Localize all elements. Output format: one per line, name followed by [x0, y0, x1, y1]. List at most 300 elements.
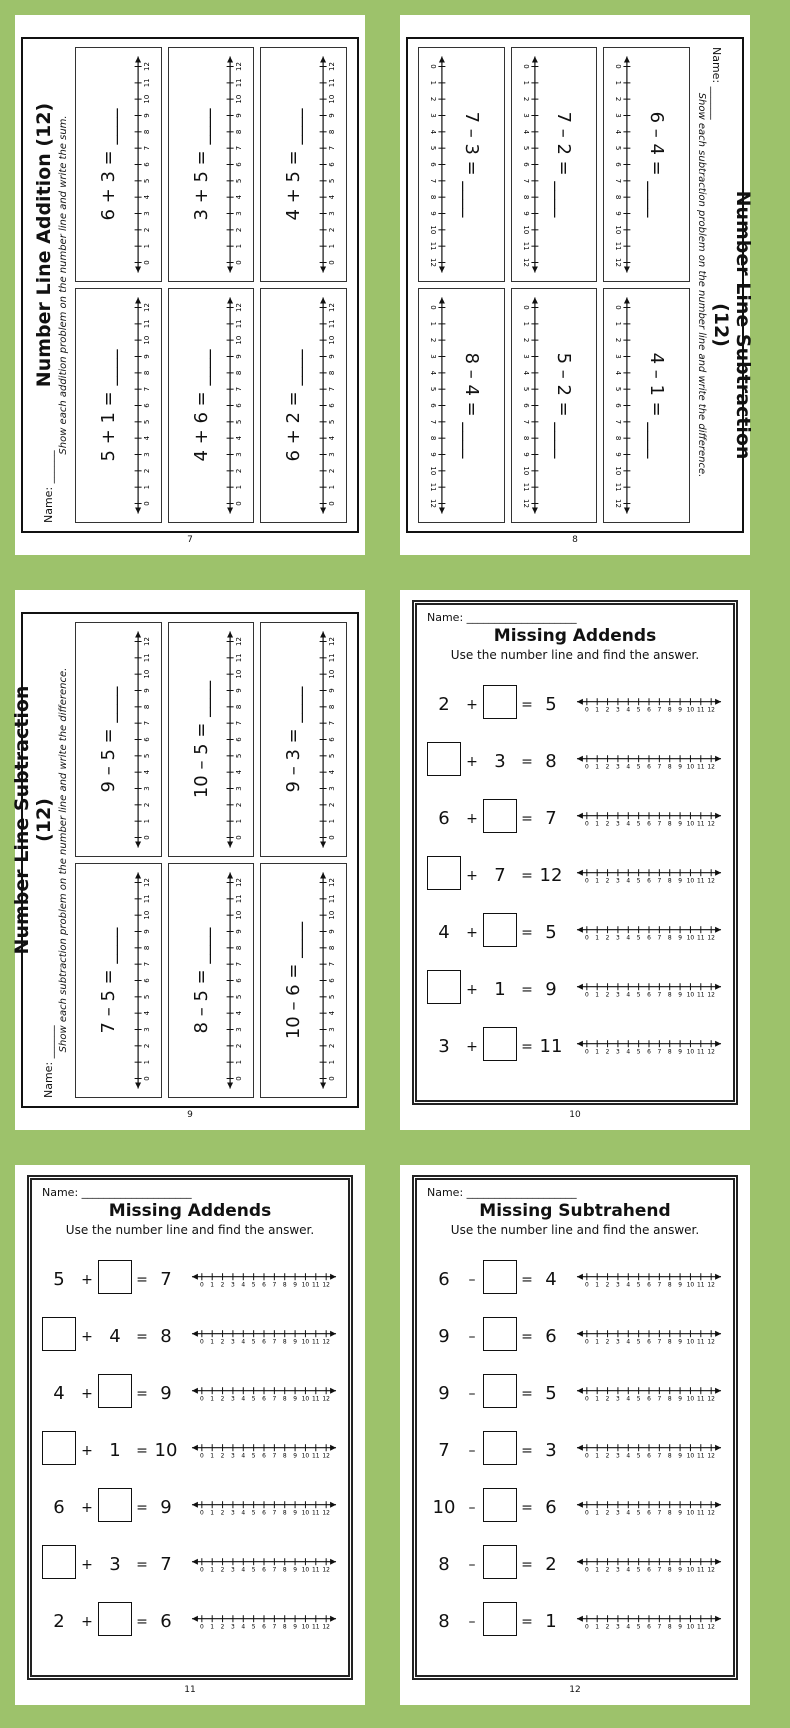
tick-label: 2	[605, 877, 610, 885]
problem-card	[603, 47, 690, 282]
answer-box[interactable]	[483, 1317, 517, 1351]
number-value: 4	[109, 1326, 121, 1347]
answer-box[interactable]	[98, 1374, 132, 1408]
problem-row	[427, 904, 723, 961]
problem-card	[260, 863, 347, 1098]
answer-box[interactable]	[483, 913, 517, 947]
tick-label: 0	[199, 1395, 204, 1403]
tick-label: 9	[678, 1566, 682, 1574]
tick-label: 7	[614, 178, 623, 184]
tick-label: 9	[235, 113, 244, 118]
tick-label: 11	[697, 1338, 705, 1346]
tick-label: 2	[605, 934, 610, 942]
worksheet-page-10	[400, 590, 750, 1130]
number-value: 1	[109, 1440, 121, 1461]
tick-label: 9	[293, 1452, 297, 1460]
worksheet-sheet	[27, 1175, 353, 1680]
problem-equation: 6 – 4 = ____	[646, 111, 667, 218]
answer-box[interactable]	[42, 1431, 76, 1465]
answer-box[interactable]	[427, 742, 461, 776]
arrow-head	[192, 1615, 198, 1621]
tick-label: 8	[667, 706, 672, 714]
tick-label: 2	[428, 96, 437, 102]
worksheet-page-9	[11, 590, 365, 1130]
tick-label: 5	[142, 994, 151, 1000]
tick-label: 3	[235, 786, 244, 791]
answer-box[interactable]	[483, 1545, 517, 1579]
tick-label: 1	[210, 1452, 215, 1460]
arrow-head	[192, 1273, 198, 1279]
tick-label: 11	[312, 1566, 320, 1574]
tick-label: 12	[521, 258, 530, 267]
arrow-head	[624, 57, 630, 63]
number-line	[575, 1497, 723, 1519]
tick-label: 2	[220, 1338, 225, 1346]
tick-label: 8	[667, 1452, 672, 1460]
arrow-head	[532, 298, 538, 304]
worksheet-page-12	[400, 1165, 750, 1705]
tick-label: 1	[595, 820, 600, 828]
answer-box[interactable]	[483, 1027, 517, 1061]
arrow-head	[624, 267, 630, 273]
tick-label: 2	[235, 1043, 244, 1049]
tick-label: 11	[697, 763, 705, 771]
tick-label: 7	[657, 1338, 662, 1346]
answer-box[interactable]	[98, 1602, 132, 1636]
equals-sign: =	[136, 1385, 148, 1402]
tick-label: 8	[142, 370, 151, 376]
tick-label: 2	[328, 227, 337, 233]
tick-label: 2	[605, 1623, 610, 1631]
tick-label: 11	[312, 1509, 320, 1517]
arrow-head	[320, 842, 326, 848]
tick-label: 5	[521, 145, 530, 151]
tick-label: 2	[605, 1338, 610, 1346]
tick-label: 6	[142, 737, 151, 742]
tick-label: 10	[521, 225, 530, 235]
number-value: 3	[438, 1036, 450, 1057]
number-line	[575, 1611, 723, 1633]
answer-box[interactable]	[483, 1260, 517, 1294]
problem-row	[42, 1536, 338, 1593]
arrow-head	[577, 926, 583, 932]
tick-label: 8	[428, 194, 437, 200]
tick-label: 2	[142, 802, 151, 808]
operator: +	[81, 1499, 93, 1516]
tick-label: 0	[584, 820, 589, 828]
operator: –	[468, 1613, 476, 1630]
tick-label: 11	[697, 1395, 705, 1403]
tick-label: 12	[142, 637, 151, 646]
tick-label: 6	[521, 162, 530, 167]
tick-label: 0	[328, 835, 337, 840]
answer-box[interactable]	[42, 1317, 76, 1351]
equals-sign: =	[521, 696, 533, 713]
tick-label: 5	[636, 1452, 641, 1460]
arrow-head	[577, 812, 583, 818]
tick-label: 5	[251, 1623, 256, 1631]
tick-label: 2	[605, 1509, 610, 1517]
page-number: 8	[572, 535, 578, 545]
tick-label: 6	[647, 820, 651, 828]
tick-label: 2	[605, 706, 610, 714]
tick-label: 3	[235, 211, 244, 216]
answer-box[interactable]	[98, 1260, 132, 1294]
tick-label: 12	[322, 1623, 330, 1631]
operator: +	[466, 981, 478, 998]
tick-label: 2	[220, 1623, 225, 1631]
tick-label: 8	[142, 129, 151, 135]
tick-label: 10	[521, 466, 530, 476]
tick-label: 10	[686, 1452, 695, 1460]
tick-label: 5	[235, 419, 244, 425]
tick-label: 10	[614, 466, 623, 476]
tick-label: 11	[697, 934, 705, 942]
problem-row	[427, 1536, 723, 1593]
tick-label: 10	[686, 1566, 695, 1574]
problem-card	[603, 288, 690, 523]
tick-label: 11	[697, 820, 705, 828]
tick-label: 0	[142, 260, 151, 265]
tick-label: 3	[616, 706, 620, 714]
arrow-head	[320, 1083, 326, 1089]
tick-label: 4	[241, 1338, 246, 1346]
operator: +	[81, 1556, 93, 1573]
sheet-header	[29, 47, 55, 523]
page-number: 12	[569, 1685, 581, 1695]
number-value: 9	[438, 1383, 450, 1404]
tick-label: 10	[142, 335, 151, 345]
worksheet-sheet	[406, 37, 754, 533]
tick-label: 2	[220, 1452, 225, 1460]
tick-label: 9	[678, 763, 682, 771]
tick-label: 1	[328, 818, 337, 824]
tick-label: 5	[428, 145, 437, 151]
tick-label: 10	[328, 910, 337, 920]
page-title: Number Line Subtraction (12)	[11, 685, 55, 955]
tick-label: 1	[595, 1395, 600, 1403]
tick-label: 8	[667, 1395, 672, 1403]
tick-label: 8	[235, 370, 244, 376]
tick-label: 10	[301, 1338, 310, 1346]
tick-label: 3	[142, 211, 151, 216]
tick-label: 1	[428, 321, 437, 327]
tick-label: 3	[616, 1566, 620, 1574]
operator: –	[468, 1271, 476, 1288]
tick-label: 9	[235, 688, 244, 693]
tick-label: 2	[428, 337, 437, 343]
tick-label: 8	[328, 945, 337, 951]
tick-label: 6	[262, 1395, 266, 1403]
tick-label: 9	[293, 1623, 297, 1631]
answer-box[interactable]	[483, 799, 517, 833]
tick-label: 0	[199, 1281, 204, 1289]
worksheet-page-7	[15, 15, 365, 555]
tick-label: 9	[328, 688, 337, 693]
problem-equation: 10 – 5 = ____	[190, 680, 212, 799]
tick-label: 10	[328, 669, 337, 679]
number-line-container	[575, 979, 723, 1001]
operator: –	[468, 1442, 476, 1459]
page-number: 11	[184, 1685, 196, 1695]
tick-label: 12	[707, 1623, 715, 1631]
arrow-head	[715, 926, 721, 932]
problem-row	[427, 847, 723, 904]
answer-box[interactable]	[427, 856, 461, 890]
tick-label: 10	[686, 1281, 695, 1289]
problem-equation: 8 – 5 = ____	[190, 927, 212, 1034]
problem-equation: 7 – 3 = ____	[460, 111, 482, 218]
tick-label: 11	[521, 482, 530, 492]
tick-label: 1	[595, 706, 600, 714]
answer-box[interactable]	[42, 1545, 76, 1579]
arrow-head	[715, 869, 721, 875]
tick-label: 6	[647, 706, 651, 714]
tick-label: 0	[521, 64, 530, 69]
problem-grid	[75, 622, 347, 1098]
number-line	[575, 808, 723, 830]
tick-label: 4	[241, 1566, 246, 1574]
tick-label: 2	[605, 1281, 610, 1289]
tick-label: 9	[678, 1281, 682, 1289]
tick-label: 10	[686, 1509, 695, 1517]
tick-label: 9	[328, 113, 337, 118]
answer-box[interactable]	[483, 1374, 517, 1408]
number-value: 6	[545, 1497, 557, 1518]
arrow-head	[320, 267, 326, 273]
tick-label: 4	[328, 1010, 337, 1016]
number-line-container	[190, 1269, 338, 1291]
number-line	[575, 922, 723, 944]
answer-box-cell	[42, 1317, 76, 1356]
problem-rows	[427, 1251, 723, 1650]
tick-label: 3	[142, 1027, 151, 1032]
number-value: 8	[438, 1611, 450, 1632]
number-line	[425, 295, 451, 516]
tick-label: 9	[678, 1395, 682, 1403]
tick-label: 9	[293, 1395, 297, 1403]
tick-label: 11	[697, 1048, 705, 1056]
worksheet-sheet	[11, 612, 359, 1108]
arrow-head	[135, 508, 141, 514]
tick-label: 7	[142, 961, 151, 967]
tick-label: 1	[235, 243, 244, 249]
tick-label: 4	[626, 877, 631, 885]
tick-label: 6	[142, 403, 151, 408]
tick-label: 1	[595, 1566, 600, 1574]
tick-label: 9	[142, 929, 151, 934]
answer-box-cell	[483, 1374, 517, 1413]
tick-label: 10	[142, 910, 151, 920]
number-line-container	[575, 865, 723, 887]
equals-sign: =	[521, 1556, 533, 1573]
tick-label: 9	[678, 1048, 682, 1056]
tick-label: 3	[614, 113, 623, 118]
answer-box[interactable]	[98, 1488, 132, 1522]
tick-label: 11	[328, 894, 337, 904]
arrow-head	[330, 1501, 336, 1507]
tick-label: 7	[521, 419, 530, 425]
operator: –	[468, 1328, 476, 1345]
problem-card	[511, 288, 598, 523]
tick-label: 4	[142, 194, 151, 200]
number-line	[190, 1326, 338, 1348]
tick-label: 2	[614, 96, 623, 102]
answer-box[interactable]	[483, 685, 517, 719]
operator: +	[81, 1271, 93, 1288]
tick-label: 0	[235, 835, 244, 840]
tick-label: 4	[626, 763, 631, 771]
tick-label: 10	[328, 335, 337, 345]
tick-label: 9	[142, 688, 151, 693]
tick-label: 8	[328, 370, 337, 376]
number-value: 7	[494, 865, 506, 886]
tick-label: 11	[142, 894, 151, 904]
tick-label: 3	[231, 1338, 235, 1346]
instructions: Show each subtraction problem on the number line and write the difference.	[58, 667, 69, 1053]
answer-box-cell	[483, 1317, 517, 1356]
answer-box-cell	[98, 1374, 132, 1413]
tick-label: 5	[636, 1509, 641, 1517]
number-value: 3	[109, 1554, 121, 1575]
tick-label: 7	[272, 1281, 277, 1289]
tick-label: 6	[647, 1452, 651, 1460]
arrow-head	[227, 842, 233, 848]
tick-label: 9	[678, 1452, 682, 1460]
tick-label: 6	[328, 737, 337, 742]
tick-label: 11	[697, 1281, 705, 1289]
number-value: 9	[438, 1326, 450, 1347]
tick-label: 10	[686, 934, 695, 942]
tick-label: 4	[428, 370, 437, 376]
equals-sign: =	[136, 1613, 148, 1630]
operator: +	[466, 1038, 478, 1055]
tick-label: 0	[584, 1048, 589, 1056]
tick-label: 8	[521, 435, 530, 441]
tick-label: 9	[428, 211, 437, 216]
tick-label: 7	[272, 1623, 277, 1631]
tick-label: 9	[678, 877, 682, 885]
page-number: 10	[569, 1110, 581, 1120]
tick-label: 10	[686, 1338, 695, 1346]
equals-sign: =	[136, 1328, 148, 1345]
tick-label: 5	[142, 178, 151, 184]
arrow-head	[330, 1273, 336, 1279]
operator: +	[466, 924, 478, 941]
page-subtitle: Use the number line and find the answer.	[450, 1223, 700, 1237]
tick-label: 2	[605, 763, 610, 771]
number-line-container	[575, 1036, 723, 1058]
tick-label: 11	[697, 991, 705, 999]
number-line	[190, 1383, 338, 1405]
number-line	[575, 1554, 723, 1576]
tick-label: 2	[521, 337, 530, 343]
tick-label: 6	[328, 978, 337, 983]
operator: +	[81, 1442, 93, 1459]
tick-label: 5	[235, 994, 244, 1000]
tick-label: 8	[667, 1566, 672, 1574]
tick-label: 11	[697, 1509, 705, 1517]
tick-label: 4	[235, 769, 244, 775]
tick-label: 6	[262, 1509, 266, 1517]
number-value: 2	[53, 1611, 65, 1632]
tick-label: 2	[328, 468, 337, 474]
tick-label: 2	[328, 802, 337, 808]
number-line	[221, 54, 247, 275]
arrow-head	[135, 842, 141, 848]
tick-label: 12	[142, 62, 151, 71]
tick-label: 5	[636, 1566, 641, 1574]
problem-row	[42, 1251, 338, 1308]
tick-label: 6	[647, 1566, 651, 1574]
tick-label: 9	[328, 354, 337, 359]
tick-label: 8	[614, 194, 623, 200]
answer-box[interactable]	[483, 1602, 517, 1636]
tick-label: 11	[697, 877, 705, 885]
answer-box[interactable]	[483, 1431, 517, 1465]
arrow-head	[577, 1040, 583, 1046]
equals-sign: =	[521, 1038, 533, 1055]
operator: +	[81, 1613, 93, 1630]
number-value: 6	[53, 1497, 65, 1518]
tick-label: 12	[521, 499, 530, 508]
page-title: Missing Addends	[108, 1201, 272, 1221]
answer-box[interactable]	[483, 1488, 517, 1522]
problem-equation: 5 – 2 = ____	[553, 352, 575, 459]
tick-label: 7	[235, 386, 244, 392]
tick-label: 8	[282, 1623, 287, 1631]
tick-label: 1	[595, 991, 600, 999]
number-value: 6	[545, 1326, 557, 1347]
problem-row	[427, 676, 723, 733]
tick-label: 4	[241, 1395, 246, 1403]
tick-label: 12	[707, 1048, 715, 1056]
number-value: 9	[160, 1497, 172, 1518]
name-label: Name: ____________________	[427, 1186, 577, 1199]
equals-sign: =	[136, 1271, 148, 1288]
tick-label: 4	[626, 1509, 631, 1517]
arrow-head	[135, 298, 141, 304]
number-line-container	[190, 1611, 338, 1633]
arrow-head	[715, 1615, 721, 1621]
arrow-head	[577, 1273, 583, 1279]
tick-label: 9	[678, 706, 682, 714]
tick-label: 6	[647, 877, 651, 885]
answer-box-cell	[483, 685, 517, 724]
answer-box[interactable]	[427, 970, 461, 1004]
tick-label: 2	[142, 468, 151, 474]
equals-sign: =	[521, 924, 533, 941]
tick-label: 3	[231, 1281, 235, 1289]
answer-box-cell	[483, 1545, 517, 1584]
number-value: 7	[160, 1269, 172, 1290]
answer-box-cell	[483, 1260, 517, 1299]
tick-label: 10	[301, 1623, 310, 1631]
number-value: 6	[438, 1269, 450, 1290]
tick-label: 0	[584, 1452, 589, 1460]
tick-label: 8	[282, 1338, 287, 1346]
number-line	[575, 751, 723, 773]
tick-label: 7	[328, 386, 337, 392]
arrow-head	[192, 1330, 198, 1336]
problem-row	[42, 1479, 338, 1536]
number-line-container	[575, 751, 723, 773]
tick-label: 10	[235, 910, 244, 920]
page-title: Missing Subtrahend	[479, 1201, 671, 1221]
tick-label: 4	[328, 769, 337, 775]
tick-label: 7	[657, 1566, 662, 1574]
problem-rows	[42, 1251, 338, 1650]
